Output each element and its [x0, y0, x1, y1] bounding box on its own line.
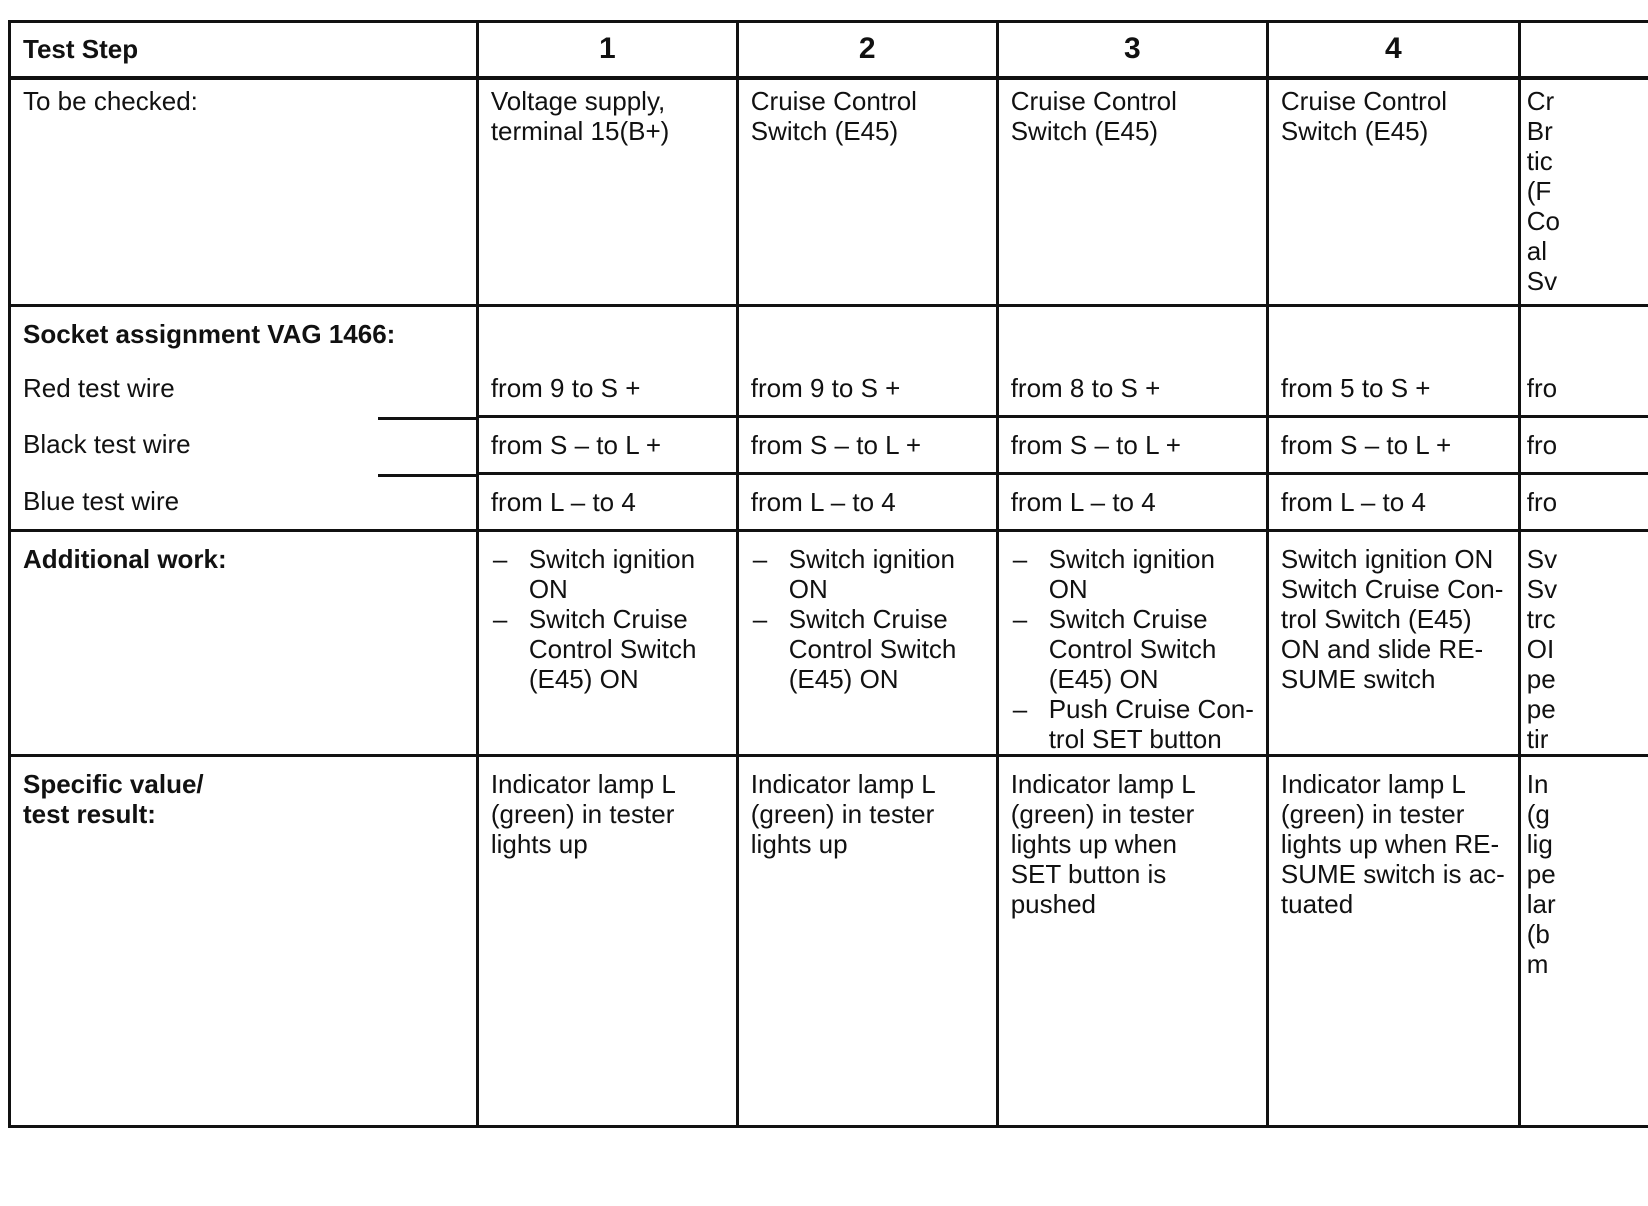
black-wire-step-5 [1519, 417, 1648, 474]
step-3-header [997, 22, 1267, 78]
work-text: ON [528, 574, 568, 604]
blue-wire-step-1 [477, 474, 737, 531]
wire-value: from S – to L + [1280, 430, 1452, 460]
socket-step-4 [1267, 306, 1519, 362]
check-text: (F [1526, 176, 1552, 206]
wire-value: fro [1526, 373, 1558, 403]
wire-value: from 5 to S + [1280, 373, 1431, 403]
result-text: pe [1526, 859, 1556, 889]
blue-wire-step-4 [1267, 474, 1519, 531]
step-number: 1 [598, 32, 616, 65]
result-text: (b [1526, 919, 1550, 949]
step-4-header [1267, 22, 1519, 78]
check-text: Cruise Control [1010, 86, 1177, 116]
red-wire-label-cell [10, 361, 478, 417]
wire-value: from L – to 4 [1280, 487, 1426, 517]
work-text: pe [1526, 694, 1556, 724]
work-item [1011, 694, 1254, 754]
work-item [1011, 544, 1254, 604]
step-2-header [737, 22, 997, 78]
work-text: Switch Cruise Con- [1280, 574, 1504, 604]
result-text: SUME switch is ac- [1280, 859, 1505, 889]
work-item [1011, 604, 1254, 694]
socket-label-cell [10, 306, 478, 362]
blue-wire-label-cell [10, 474, 478, 531]
work-text: – Switch ignition [528, 544, 696, 574]
result-text: pushed [1010, 889, 1097, 919]
check-step-4 [1267, 78, 1519, 306]
wire-value: from L – to 4 [490, 487, 636, 517]
work-text: – Switch Cruise [1048, 604, 1208, 634]
socket-assignment-row [10, 306, 1648, 362]
result-text: (g [1526, 799, 1550, 829]
work-list [491, 544, 724, 694]
check-text: Cr [1526, 86, 1555, 116]
red-wire-step-5 [1519, 361, 1648, 417]
result-text: lar [1526, 889, 1556, 919]
red-wire-step-1 [477, 361, 737, 417]
result-text: tuated [1280, 889, 1354, 919]
work-text: – Push Cruise Con- [1048, 694, 1254, 724]
result-text: m [1526, 949, 1549, 979]
result-step-1 [477, 756, 737, 1127]
work-text: Control Switch [788, 634, 957, 664]
check-text: Cruise Control [750, 86, 917, 116]
work-text: ON [788, 574, 828, 604]
black-wire-step-2 [737, 417, 997, 474]
wire-value: from 8 to S + [1010, 373, 1161, 403]
step-1-header [477, 22, 737, 78]
socket-step-5 [1519, 306, 1648, 362]
wire-value: from S – to L + [1010, 430, 1181, 460]
additional-work-row [10, 531, 1648, 756]
result-text: lights up [750, 829, 848, 859]
work-text: – Switch ignition [1048, 544, 1215, 574]
additional-step-1 [477, 531, 737, 756]
result-text: lights up [490, 829, 588, 859]
header-label-cell [10, 22, 478, 78]
work-text: OI [1526, 634, 1555, 664]
result-text: Indicator lamp L [1010, 769, 1196, 799]
check-text: al [1526, 236, 1548, 266]
result-text: lights up when [1010, 829, 1177, 859]
work-text: (E45) ON [788, 664, 899, 694]
work-text: pe [1526, 664, 1556, 694]
wire-value: from L – to 4 [1010, 487, 1156, 517]
result-step-3 [997, 756, 1267, 1127]
result-text: (green) in tester [1010, 799, 1195, 829]
work-list [1011, 544, 1254, 754]
specific-value-label-cell [10, 756, 478, 1127]
work-list [751, 544, 984, 694]
header-row [10, 22, 1648, 78]
additional-step-2 [737, 531, 997, 756]
wire-label: Blue test wire [23, 485, 180, 516]
red-wire-row [10, 361, 1648, 417]
check-text: tic [1526, 146, 1553, 176]
work-text: (E45) ON [528, 664, 639, 694]
black-wire-row [10, 417, 1648, 474]
socket-step-2 [737, 306, 997, 362]
specific-value-row [10, 756, 1648, 1127]
work-item [751, 604, 984, 694]
blue-wire-row [10, 474, 1648, 531]
wire-value: fro [1526, 487, 1558, 517]
check-text: Br [1526, 116, 1553, 146]
to-be-checked-label-cell [10, 78, 478, 306]
work-text: Control Switch [528, 634, 697, 664]
socket-step-3 [997, 306, 1267, 362]
work-text: ON and slide RE- [1280, 634, 1484, 664]
result-text: Indicator lamp L [490, 769, 676, 799]
work-item [751, 544, 984, 604]
result-text: lights up when RE- [1280, 829, 1500, 859]
check-text: Switch (E45) [1280, 116, 1429, 146]
additional-step-5 [1519, 531, 1648, 756]
blue-wire-step-3 [997, 474, 1267, 531]
work-text: trol Switch (E45) [1280, 604, 1472, 634]
additional-step-3 [997, 531, 1267, 756]
work-text: – Switch ignition [788, 544, 955, 574]
result-text: Indicator lamp L [750, 769, 936, 799]
result-step-5 [1519, 756, 1648, 1127]
to-be-checked-label: To be checked: [23, 86, 198, 116]
step-5-header [1519, 22, 1648, 78]
wire-value: from S – to L + [750, 430, 922, 460]
socket-assignment-label: Socket assignment VAG 1466: [23, 319, 396, 349]
black-wire-step-4 [1267, 417, 1519, 474]
result-step-4 [1267, 756, 1519, 1127]
result-text: (green) in tester [1280, 799, 1465, 829]
additional-step-4 [1267, 531, 1519, 756]
wire-value: from L – to 4 [750, 487, 896, 517]
wire-value: fro [1526, 430, 1558, 460]
wire-divider [378, 474, 476, 477]
result-text: (green) in tester [750, 799, 935, 829]
work-text: SUME switch [1280, 664, 1436, 694]
work-text: trc [1526, 604, 1556, 634]
work-text: tir [1526, 724, 1549, 754]
socket-step-1 [477, 306, 737, 362]
check-step-3 [997, 78, 1267, 306]
work-text: (E45) ON [1048, 664, 1159, 694]
step-number: 2 [858, 32, 876, 65]
result-text: lig [1526, 829, 1553, 859]
check-text: Cruise Control [1280, 86, 1448, 116]
specific-value-label: Specific value/ [23, 769, 204, 799]
header-label: Test Step [23, 34, 139, 64]
test-step-table [8, 22, 1648, 1128]
black-wire-step-1 [477, 417, 737, 474]
red-wire-step-3 [997, 361, 1267, 417]
work-text: ON [1048, 574, 1088, 604]
step-number: 3 [1123, 32, 1141, 65]
blue-wire-step-2 [737, 474, 997, 531]
work-text: Switch ignition ON [1280, 544, 1494, 574]
additional-work-label: Additional work: [23, 544, 227, 574]
wire-value: from 9 to S + [490, 373, 641, 403]
work-item [491, 544, 724, 604]
work-text: Sv [1526, 544, 1558, 574]
result-text: SET button is [1010, 859, 1167, 889]
red-wire-step-2 [737, 361, 997, 417]
black-wire-step-3 [997, 417, 1267, 474]
check-step-1 [477, 78, 737, 306]
check-text: Switch (E45) [750, 116, 899, 146]
work-text: Control Switch [1048, 634, 1217, 664]
work-text: Sv [1526, 574, 1558, 604]
wire-label: Black test wire [23, 428, 191, 459]
wire-value: from 9 to S + [750, 373, 901, 403]
step-number: 4 [1384, 32, 1402, 65]
result-text: In [1526, 769, 1549, 799]
black-wire-label-cell [10, 417, 478, 474]
test-result-label: test result: [23, 799, 156, 829]
wire-label: Red test wire [23, 373, 175, 403]
work-text: trol SET button [1048, 724, 1222, 754]
check-text: Co [1526, 206, 1561, 236]
work-item [491, 604, 724, 694]
to-be-checked-row [10, 78, 1648, 306]
check-text: Sv [1526, 266, 1558, 296]
work-text: – Switch Cruise [528, 604, 688, 634]
work-text: – Switch Cruise [788, 604, 948, 634]
additional-work-label-cell [10, 531, 478, 756]
blue-wire-step-5 [1519, 474, 1648, 531]
result-step-2 [737, 756, 997, 1127]
result-text: (green) in tester [490, 799, 675, 829]
check-step-5 [1519, 78, 1648, 306]
check-text: Switch (E45) [1010, 116, 1159, 146]
red-wire-step-4 [1267, 361, 1519, 417]
wire-value: from S – to L + [490, 430, 662, 460]
check-text: Voltage supply, [490, 86, 666, 116]
result-text: Indicator lamp L [1280, 769, 1466, 799]
check-text: terminal 15(B+) [490, 116, 670, 146]
check-step-2 [737, 78, 997, 306]
